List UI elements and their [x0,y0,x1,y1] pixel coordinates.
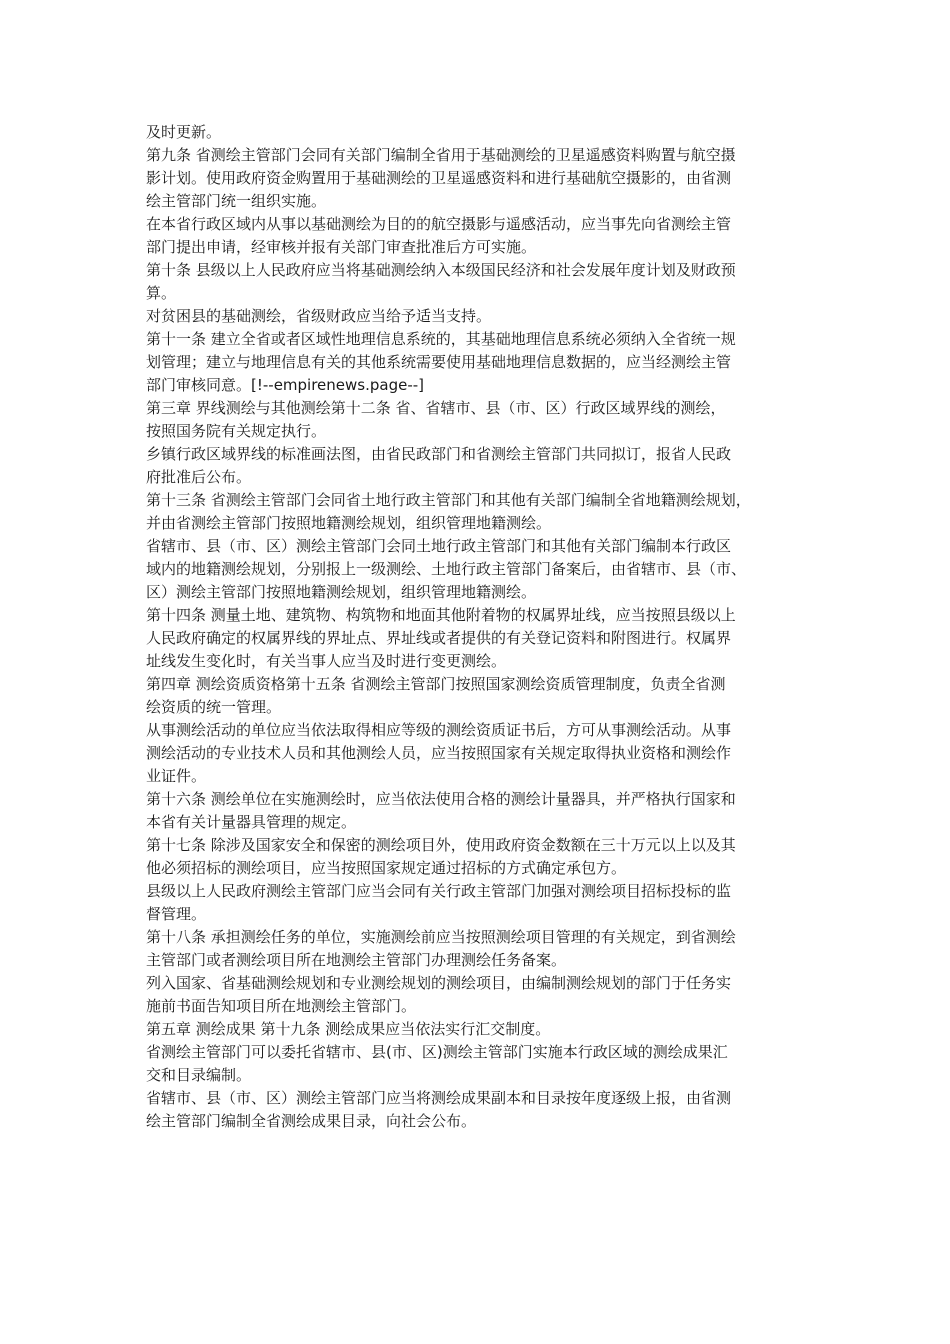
paragraph: 县级以上人民政府测绘主管部门应当会同有关行政主管部门加强对测绘项目招标投标的监 督管理。 [146,882,732,923]
paragraph: 列入国家、省基础测绘规划和专业测绘规划的测绘项目，由编制测绘规划的部门于任务实 施前书面告知项目所在地测绘主管部门。 [146,974,732,1015]
paragraph: 在本省行政区域内从事以基础测绘为目的的航空摄影与遥感活动，应当事先向省测绘主管 部门提出申请，经审核并报有关部门审查批准后方可实施。 [146,215,732,256]
paragraph: 及时更新。 [146,123,222,141]
document-body [146,121,826,1133]
paragraph: 第十八条 承担测绘任务的单位，实施测绘前应当按照测绘项目管理的有关规定，到省测绘 主管部门或者测绘项目所在地测绘主管部门办理测绘任务备案。 [146,928,736,969]
paragraph: 第五章 测绘成果 第十九条 测绘成果应当依法实行汇交制度。 [146,1020,551,1038]
paragraph: 省辖市、县（市、区）测绘主管部门应当将测绘成果副本和目录按年度逐级上报，由省测 绘主管部门编制全省测绘成果目录，向社会公布。 [146,1089,732,1130]
paragraph: 第九条 省测绘主管部门会同有关部门编制全省用于基础测绘的卫星遥感资料购置与航空摄 影计划。使用政府资金购置用于基础测绘的卫星遥感资料和进行基础航空摄影的，由省测 绘主管部门统一组织实施。 [146,146,736,210]
paragraph: 第十一条 建立全省或者区域性地理信息系统的，其基础地理信息系统必须纳入全省统一规 划管理；建立与地理信息有关的其他系统需要使用基础地理信息数据的，应当经测绘主管 部门审核同意。[!--empirenews.page--] [146,330,736,394]
paragraph: 省辖市、县（市、区）测绘主管部门会同土地行政主管部门和其他有关部门编制本行政区 域内的地籍测绘规划，分别报上一级测绘、土地行政主管部门备案后，由省辖市、县（市、 区）测绘主管部门按照地籍测绘规划，组织管理地籍测绘。 [146,537,747,601]
paragraph: 从事测绘活动的单位应当依法取得相应等级的测绘资质证书后，方可从事测绘活动。从事 测绘活动的专业技术人员和其他测绘人员，应当按照国家有关规定取得执业资格和测绘作 业证件。 [146,721,732,785]
paragraph: 第十四条 测量土地、建筑物、构筑物和地面其他附着物的权属界址线，应当按照县级以上 人民政府确定的权属界线的界址点、界址线或者提供的有关登记资料和附图进行。权属界 址线发生变化时，有关当事人应当及时进行变更测绘。 [146,606,736,670]
paragraph: 第十三条 省测绘主管部门会同省土地行政主管部门和其他有关部门编制全省地籍测绘规划， 并由省测绘主管部门按照地籍测绘规划，组织管理地籍测绘。 [146,491,751,532]
paragraph: 第四章 测绘资质资格第十五条 省测绘主管部门按照国家测绘资质管理制度，负责全省测 绘资质的统一管理。 [146,675,726,716]
paragraph: 第十六条 测绘单位在实施测绘时，应当依法使用合格的测绘计量器具，并严格执行国家和 本省有关计量器具管理的规定。 [146,790,736,831]
paragraph: 省测绘主管部门可以委托省辖市、县(市、区)测绘主管部门实施本行政区域的测绘成果汇 交和目录编制。 [146,1043,728,1084]
paragraph: 对贫困县的基础测绘，省级财政应当给予适当支持。 [146,307,492,325]
paragraph: 第十七条 除涉及国家安全和保密的测绘项目外，使用政府资金数额在三十万元以上以及其 他必须招标的测绘项目，应当按照国家规定通过招标的方式确定承包方。 [146,836,736,877]
paragraph: 第十条 县级以上人民政府应当将基础测绘纳入本级国民经济和社会发展年度计划及财政预 算。 [146,261,736,302]
paragraph: 第三章 界线测绘与其他测绘第十二条 省、省辖市、县（市、区）行政区域界线的测绘， 按照国务院有关规定执行。 [146,399,726,440]
paragraph: 乡镇行政区域界线的标准画法图，由省民政部门和省测绘主管部门共同拟订，报省人民政 府批准后公布。 [146,445,732,486]
